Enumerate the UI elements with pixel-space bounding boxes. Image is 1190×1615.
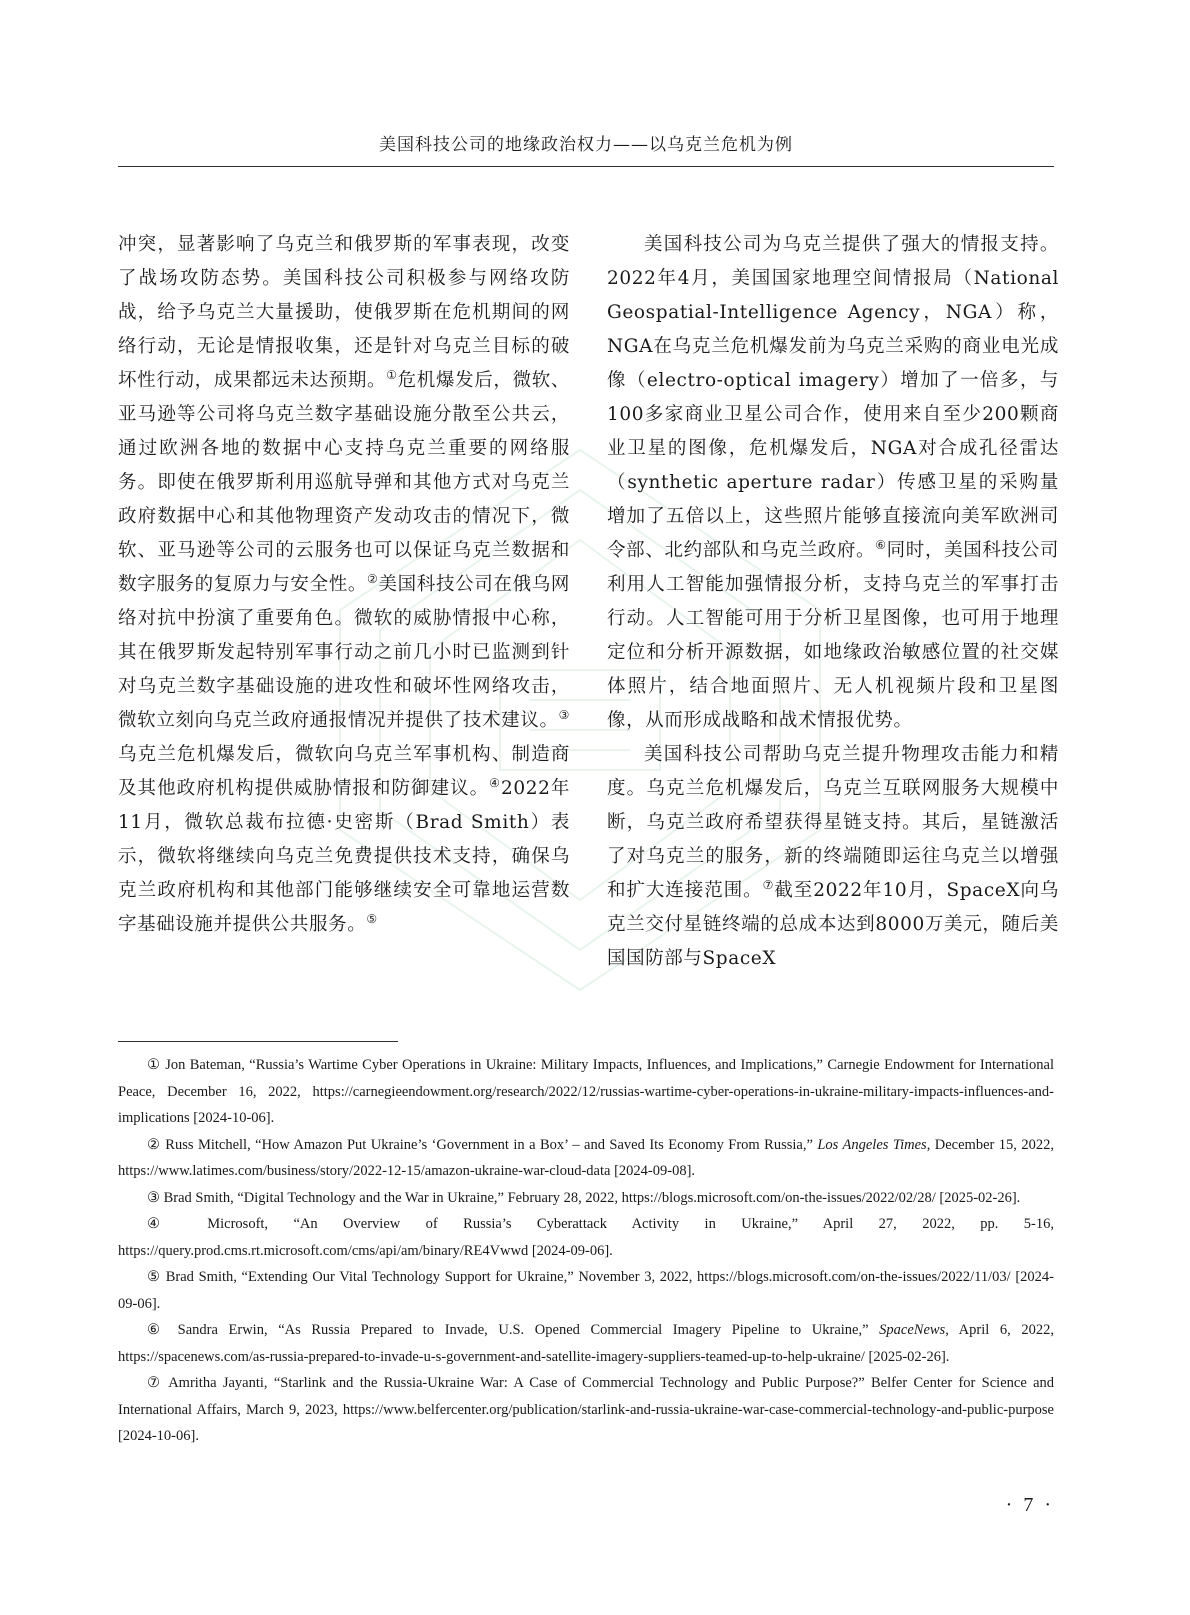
footnote-text: Brad Smith, “Extending Our Vital Technology Support for Ukraine,” November 3, 2022, https://blogs.microsoft.com/on-the-issues/2022/11/03/ [2024-09-06]. (118, 1269, 1054, 1312)
header-rule (118, 166, 1054, 167)
footnote-item (118, 1211, 1054, 1264)
footnote-marker: ⑥ (147, 1322, 178, 1338)
footnote-item (118, 1264, 1054, 1317)
body-text: 乌克兰危机爆发后，微软向乌克兰军事机构、制造商及其他政府机构提供威胁情报和防御建议。 (118, 744, 570, 799)
right-text-column (607, 228, 1059, 976)
footnote-text: Russ Mitchell, “How Amazon Put Ukraine’s ‘Government in a Box’ – and Saved Its Economy From Russia,” (165, 1136, 818, 1153)
publication-title: Los Angeles Times (817, 1136, 927, 1153)
footnote-text: Brad Smith, “Digital Technology and the War in Ukraine,” February 28, 2022, https://blogs.microsoft.com/on-the-issues/2022/02/28/ [2025-02-26]. (163, 1189, 1021, 1206)
left-text-column (118, 228, 570, 942)
footnote-reference[interactable]: ⑦ (762, 877, 775, 892)
footnotes-section (118, 1052, 1054, 1450)
footnote-reference[interactable]: ① (386, 367, 398, 382)
body-paragraph (607, 228, 1059, 738)
body-text: 美国科技公司帮助乌克兰提升物理攻击能力和精度。乌克兰危机爆发后，乌克兰互联网服务大规模中断，乌克兰政府希望获得星链支持。其后，星链激活了对乌克兰的服务，新的终端随即运往乌克兰以增强和扩大连接范围。 (607, 744, 1059, 901)
footnote-item (118, 1132, 1054, 1185)
footnote-item (118, 1185, 1054, 1212)
footnote-text: , April 6, 2022, https://spacenews.com/as-russia-prepared-to-invade-u-s-government-and-satellite-imagery-suppliers-teamed-up-to-help-ukraine/ [2025-02-26]. (118, 1322, 1054, 1365)
publication-title: SpaceNews (879, 1322, 946, 1338)
body-text: 危机爆发后，微软、亚马逊等公司将乌克兰数字基础设施分散至公共云，通过欧洲各地的数据中心支持乌克兰重要的网络服务。即使在俄罗斯利用巡航导弹和其他方式对乌克兰政府数据中心和其他物理资产发动攻击的情况下，微软、亚马逊等公司的云服务也可以保证乌克兰数据和数字服务的复原力与安全性。 (118, 370, 571, 595)
running-header: 美国科技公司的地缘政治权力——以乌克兰危机为例 (379, 135, 793, 155)
page-number: · 7 · (1005, 1494, 1054, 1516)
footnote-marker: ② (147, 1136, 166, 1153)
footnote-rule (118, 1041, 398, 1042)
footnote-marker: ⑦ (147, 1375, 169, 1391)
footnote-text: Sandra Erwin, “As Russia Prepared to Invade, U.S. Opened Commercial Imagery Pipeline to Ukraine,” (177, 1322, 880, 1338)
footnote-item (118, 1370, 1054, 1450)
footnote-marker: ① (147, 1057, 166, 1073)
body-text: 冲突，显著影响了乌克兰和俄罗斯的军事表现，改变了战场攻防态势。美国科技公司积极参与网络攻防战，给予乌克兰大量援助，使俄罗斯在危机期间的网络行动，无论是情报收集，还是针对乌克兰目标的破坏性行动，成果都远未达预期。 (118, 234, 570, 391)
body-text: 截至2022年10月，SpaceX向乌克兰交付星链终端的总成本达到8000万美元，随后美国国防部与SpaceX (607, 880, 1059, 969)
body-text: 2022年11月，微软总裁布拉德·史密斯（Brad Smith）表示，微软将继续向乌克兰免费提供技术支持，确保乌克兰政府机构和其他部门能够继续安全可靠地运营数字基础设施并提供公共服务。 (118, 778, 570, 935)
footnote-reference[interactable]: ⑤ (366, 911, 378, 926)
footnote-reference[interactable]: ④ (489, 775, 501, 790)
footnote-marker: ③ (147, 1189, 164, 1206)
footnote-marker: ⑤ (147, 1269, 166, 1285)
footnote-item (118, 1052, 1054, 1132)
body-paragraph (118, 228, 570, 942)
body-paragraph (607, 738, 1059, 976)
footnote-text: Amritha Jayanti, “Starlink and the Russia-Ukraine War: A Case of Commercial Technology and Public Purpose?” Belfer Center for Science and International Affairs, March 9, 2023, https://www.belfercenter.org/publication/starlink-and-russia-ukraine-war-case-commercial-technology-and-public-purpose [2024-10-06]. (118, 1375, 1054, 1444)
footnote-reference[interactable]: ⑥ (875, 537, 887, 552)
body-text: 美国科技公司为乌克兰提供了强大的情报支持。2022年4月，美国国家地理空间情报局（National Geospatial-Intelligence Agency，NGA）称，NGA在乌克兰危机爆发前为乌克兰采购的商业电光成像（electro-optical imagery）增加了一倍多，与100多家商业卫星公司合作，使用来自至少200颗商业卫星的图像，危机爆发后，NGA对合成孔径雷达（synthetic aperture radar）传感卫星的采购量增加了五倍以上，这些照片能够直接流向美军欧洲司令部、北约部队和乌克兰政府。 (607, 234, 1059, 561)
body-text: 同时，美国科技公司利用人工智能加强情报分析，支持乌克兰的军事打击行动。人工智能可用于分析卫星图像，也可用于地理定位和分析开源数据，如地缘政治敏感位置的社交媒体照片，结合地面照片、无人机视频片段和卫星图像，从而形成战略和战术情报优势。 (607, 540, 1060, 731)
footnote-text: Jon Bateman, “Russia’s Wartime Cyber Operations in Ukraine: Military Impacts, Influences, and Implications,” Carnegie Endowment for International Peace, December 16, 2022, https://carnegieendowment.org/research/2022/12/russias-wartime-cyber-operations-in-ukraine-military-impacts-influences-and-implications [2024-10-06]. (118, 1057, 1054, 1126)
body-text: 美国科技公司在俄乌网络对抗中扮演了重要角色。微软的威胁情报中心称，其在俄罗斯发起特别军事行动之前几小时已监测到针对乌克兰数字基础设施的进攻性和破坏性网络攻击，微软立刻向乌克兰政府通报情况并提供了技术建议。 (118, 574, 570, 731)
footnote-reference[interactable]: ③ (558, 707, 570, 722)
footnote-text: , December 15, 2022, https://www.latimes.com/business/story/2022-12-15/amazon-ukraine-war-cloud-data [2024-09-08]. (118, 1136, 1054, 1179)
footnote-item (118, 1317, 1054, 1370)
footnote-text: Microsoft, “An Overview of Russia’s Cyberattack Activity in Ukraine,” April 27, 2022, pp. 5-16, https://query.prod.cms.rt.microsoft.com/cms/api/am/binary/RE4Vwwd [2024-09-06]. (118, 1216, 1055, 1259)
footnote-reference[interactable]: ② (367, 571, 379, 586)
footnote-marker: ④ (147, 1216, 208, 1232)
